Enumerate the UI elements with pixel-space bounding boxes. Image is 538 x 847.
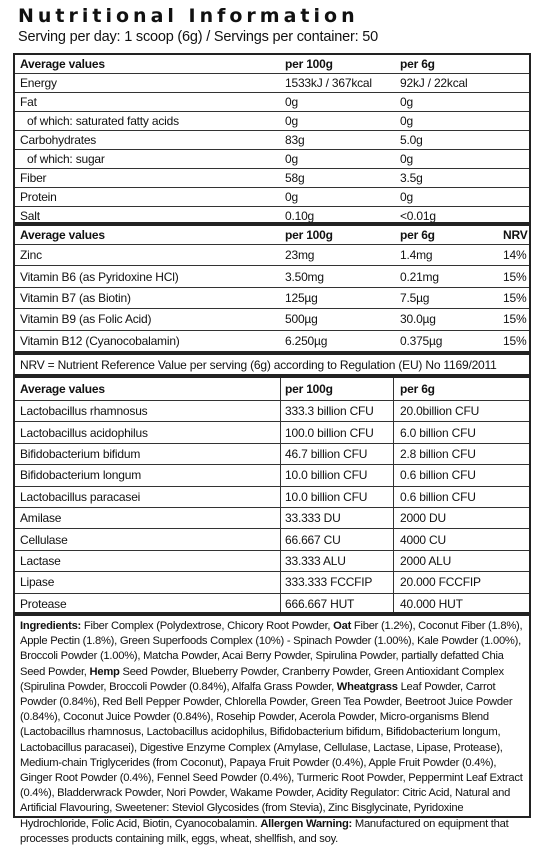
table-row xyxy=(15,486,529,507)
cell-per100: 0g xyxy=(285,190,298,204)
cell-name: Zinc xyxy=(20,248,42,263)
nutrition-table xyxy=(13,53,531,224)
cell-per100: 100.0 billion CFU xyxy=(285,425,374,440)
ingredients-box xyxy=(13,614,531,845)
table-row xyxy=(15,593,529,614)
table-row xyxy=(15,187,529,206)
cell-name: Lactase xyxy=(20,553,61,568)
cell-per6: 30.0µg xyxy=(400,312,436,327)
cell-per6: per 6g xyxy=(400,382,435,396)
cell-per6: 3.5g xyxy=(400,171,423,185)
cell-per6: 6.0 billion CFU xyxy=(400,425,476,440)
table-row xyxy=(15,571,529,592)
column-divider xyxy=(393,378,394,612)
page-title: Nutritional Information xyxy=(18,5,359,27)
cell-name: Vitamin B7 (as Biotin) xyxy=(20,290,131,305)
cell-name: Amilase xyxy=(20,511,62,526)
cell-per100: 33.333 DU xyxy=(285,511,341,526)
column-divider xyxy=(280,378,281,612)
table-row xyxy=(15,507,529,528)
cell-per100: 10.0 billion CFU xyxy=(285,489,368,504)
table-header-row xyxy=(15,226,529,244)
table-row xyxy=(15,149,529,168)
cell-name: of which: saturated fatty acids xyxy=(27,114,179,128)
ingredients-text: Ingredients: Fiber Complex (Polydextrose, Chicory Root Powder, Oat Fiber (1.2%), Coconut Fiber (1.8%), Apple Pectin (1.8%), Green Superfoods Complex (10%) - Spinach Powder (1.00%), Kale Powder (1.00%), Broccoli Powder (1.00%), Matcha Powder, Acai Berry Powder, Spirulina Powder, partially defatted Chia Seed Powder, Hemp Seed Powder, Blueberry Powder, Cranberry Powder, Green Antioxidant Complex (Spirulina Powder, Broccoli Powder (0.84%), Alfalfa Grass Powder, Wheatgrass Leaf Powder, Carrot Powder (0.84%), Red Bell Pepper Powder, Chlorella Powder, Green Tea Powder, Beetroot Juice Powder (0.84%), Coconut Juice Powder (0.84%), Rosehip Powder, Acerola Powder, Micro-organisms Blend (Lactobacillus rhamnosus, Lactobacillus acidophilus, Bifidobacterium bifidum, Bifidobacterium longum, Lactobacillus paracasei), Digestive Enzyme Complex (Amylase, Cellulase, Lactase, Lipase, Protease), Medium-chain Triglycerides (from Coconut), Papaya Fruit Powder (0.4%), Apple Fruit Powder (0.4%), Ginger Root Powder (0.4%), Fennel Seed Powder (0.4%), Turmeric Root Powder, Peppermint Leaf Extract (0.4%), Bladderwrack Powder, Nori Powder, Wakame Powder, Acidity Regulator: Citric Acid, Natural and Artificial Flavouring, Sweetener: Steviol Glycosides (from Stevia), Zinc Bisglycinate, Pyridoxine Hydrochloride, Folic Acid, Biotin, Cyanocobalamin. Allergen Warning: Manufactured on equipment that processes products containing milk, eggs, wheat, shellfish, and soy. xyxy=(20,620,523,845)
cell-name: Cellulase xyxy=(20,532,68,547)
table-row xyxy=(15,330,529,351)
cell-name: Fiber xyxy=(20,171,47,185)
table-row xyxy=(15,464,529,485)
cell-nrv: 14% xyxy=(503,248,527,263)
cell-name: Salt xyxy=(20,209,40,223)
cell-per100: 58g xyxy=(285,171,305,185)
table-row xyxy=(15,528,529,549)
cell-per100: 0g xyxy=(285,95,298,109)
cell-per100: 0.10g xyxy=(285,209,315,223)
cell-per100: 66.667 CU xyxy=(285,532,341,547)
nrv-note: NRV = Nutrient Reference Value per serving (6g) according to Regulation (EU) No 1169/2011 xyxy=(20,358,497,372)
table-row xyxy=(15,130,529,149)
cultures-table xyxy=(13,376,531,614)
table-row xyxy=(15,265,529,286)
cell-per6: <0.01g xyxy=(400,209,436,223)
table-row xyxy=(15,287,529,308)
cell-per100: per 100g xyxy=(285,57,333,71)
table-row xyxy=(15,550,529,571)
cell-per6: 1.4mg xyxy=(400,248,433,263)
cell-per100: 46.7 billion CFU xyxy=(285,446,368,461)
cell-name: Bifidobacterium longum xyxy=(20,468,141,483)
cell-name: Lactobacillus paracasei xyxy=(20,489,141,504)
cell-nrv: 15% xyxy=(503,333,527,348)
cell-per100: 6.250µg xyxy=(285,333,328,348)
cell-per6: per 6g xyxy=(400,57,435,71)
cell-per6: 0g xyxy=(400,95,413,109)
cell-per100: 333.333 FCCFIP xyxy=(285,575,373,590)
table-row xyxy=(15,73,529,92)
table-row xyxy=(15,421,529,442)
cell-per100: 83g xyxy=(285,133,305,147)
cell-name: Lactobacillus acidophilus xyxy=(20,425,148,440)
cell-per100: 0g xyxy=(285,152,298,166)
table-header-row xyxy=(15,378,529,400)
cell-per6: 40.000 HUT xyxy=(400,596,463,611)
cell-per6: 2.8 billion CFU xyxy=(400,446,476,461)
table-row xyxy=(15,308,529,329)
cell-nrv: 15% xyxy=(503,290,527,305)
table-header-row xyxy=(15,55,529,73)
cell-per6: 0g xyxy=(400,114,413,128)
cell-name: Carbohydrates xyxy=(20,133,97,147)
cell-name: Protease xyxy=(20,596,67,611)
cell-per100: 666.667 HUT xyxy=(285,596,355,611)
cell-per100: 125µg xyxy=(285,290,318,305)
cell-per6: 0.21mg xyxy=(400,269,439,284)
cell-per100: 33.333 ALU xyxy=(285,553,346,568)
cell-per100: per 100g xyxy=(285,382,333,396)
cell-per100: 500µg xyxy=(285,312,318,327)
cell-per6: 0g xyxy=(400,190,413,204)
cell-name: Average values xyxy=(20,228,105,242)
allergen-warning-text: Manufactured on equipment that processes products containing milk, eggs, wheat, shellfish, and soy. xyxy=(20,817,509,845)
cell-name: Lactobacillus rhamnosus xyxy=(20,404,148,419)
cell-per6: 5.0g xyxy=(400,133,423,147)
cell-nrv: NRV xyxy=(503,228,528,242)
cell-per100: 333.3 billion CFU xyxy=(285,404,374,419)
cell-per6: per 6g xyxy=(400,228,435,242)
table-row xyxy=(15,443,529,464)
cell-name: Lipase xyxy=(20,575,55,590)
cell-name: of which: sugar xyxy=(27,152,105,166)
cell-per6: 92kJ / 22kcal xyxy=(400,76,468,90)
cell-per100: 23mg xyxy=(285,248,315,263)
table-row xyxy=(15,111,529,130)
cell-per6: 20.000 FCCFIP xyxy=(400,575,481,590)
cell-name: Vitamin B9 (as Folic Acid) xyxy=(20,312,152,327)
cell-per100: 10.0 billion CFU xyxy=(285,468,368,483)
cell-name: Average values xyxy=(20,382,105,396)
cell-name: Energy xyxy=(20,76,57,90)
cell-name: Bifidobacterium bifidum xyxy=(20,446,141,461)
cell-name: Vitamin B6 (as Pyridoxine HCl) xyxy=(20,269,179,284)
cell-per6: 20.0billion CFU xyxy=(400,404,480,419)
vitamins-table xyxy=(13,224,531,353)
cell-per100: per 100g xyxy=(285,228,333,242)
table-row xyxy=(15,168,529,187)
cell-per6: 0.6 billion CFU xyxy=(400,468,476,483)
table-row xyxy=(15,400,529,421)
cell-nrv: 15% xyxy=(503,269,527,284)
table-row xyxy=(15,244,529,265)
allergen-warning-label: Allergen Warning: xyxy=(260,817,353,830)
cell-per6: 7.5µg xyxy=(400,290,430,305)
cell-name: Average values xyxy=(20,57,105,71)
cell-per6: 2000 DU xyxy=(400,511,446,526)
cell-per6: 2000 ALU xyxy=(400,553,452,568)
table-row xyxy=(15,92,529,111)
cell-per100: 0g xyxy=(285,114,298,128)
cell-per6: 4000 CU xyxy=(400,532,446,547)
cell-name: Vitamin B12 (Cyanocobalamin) xyxy=(20,333,180,348)
cell-per6: 0.6 billion CFU xyxy=(400,489,476,504)
table-row xyxy=(15,206,529,225)
cell-name: Fat xyxy=(20,95,37,109)
serving-info: Serving per day: 1 scoop (6g) / Servings per container: 50 xyxy=(18,29,378,45)
cell-nrv: 15% xyxy=(503,312,527,327)
cell-per6: 0.375µg xyxy=(400,333,443,348)
cell-per100: 1533kJ / 367kcal xyxy=(285,76,372,90)
cell-per6: 0g xyxy=(400,152,413,166)
nrv-note-box xyxy=(13,353,531,376)
cell-name: Protein xyxy=(20,190,57,204)
cell-per100: 3.50mg xyxy=(285,269,324,284)
